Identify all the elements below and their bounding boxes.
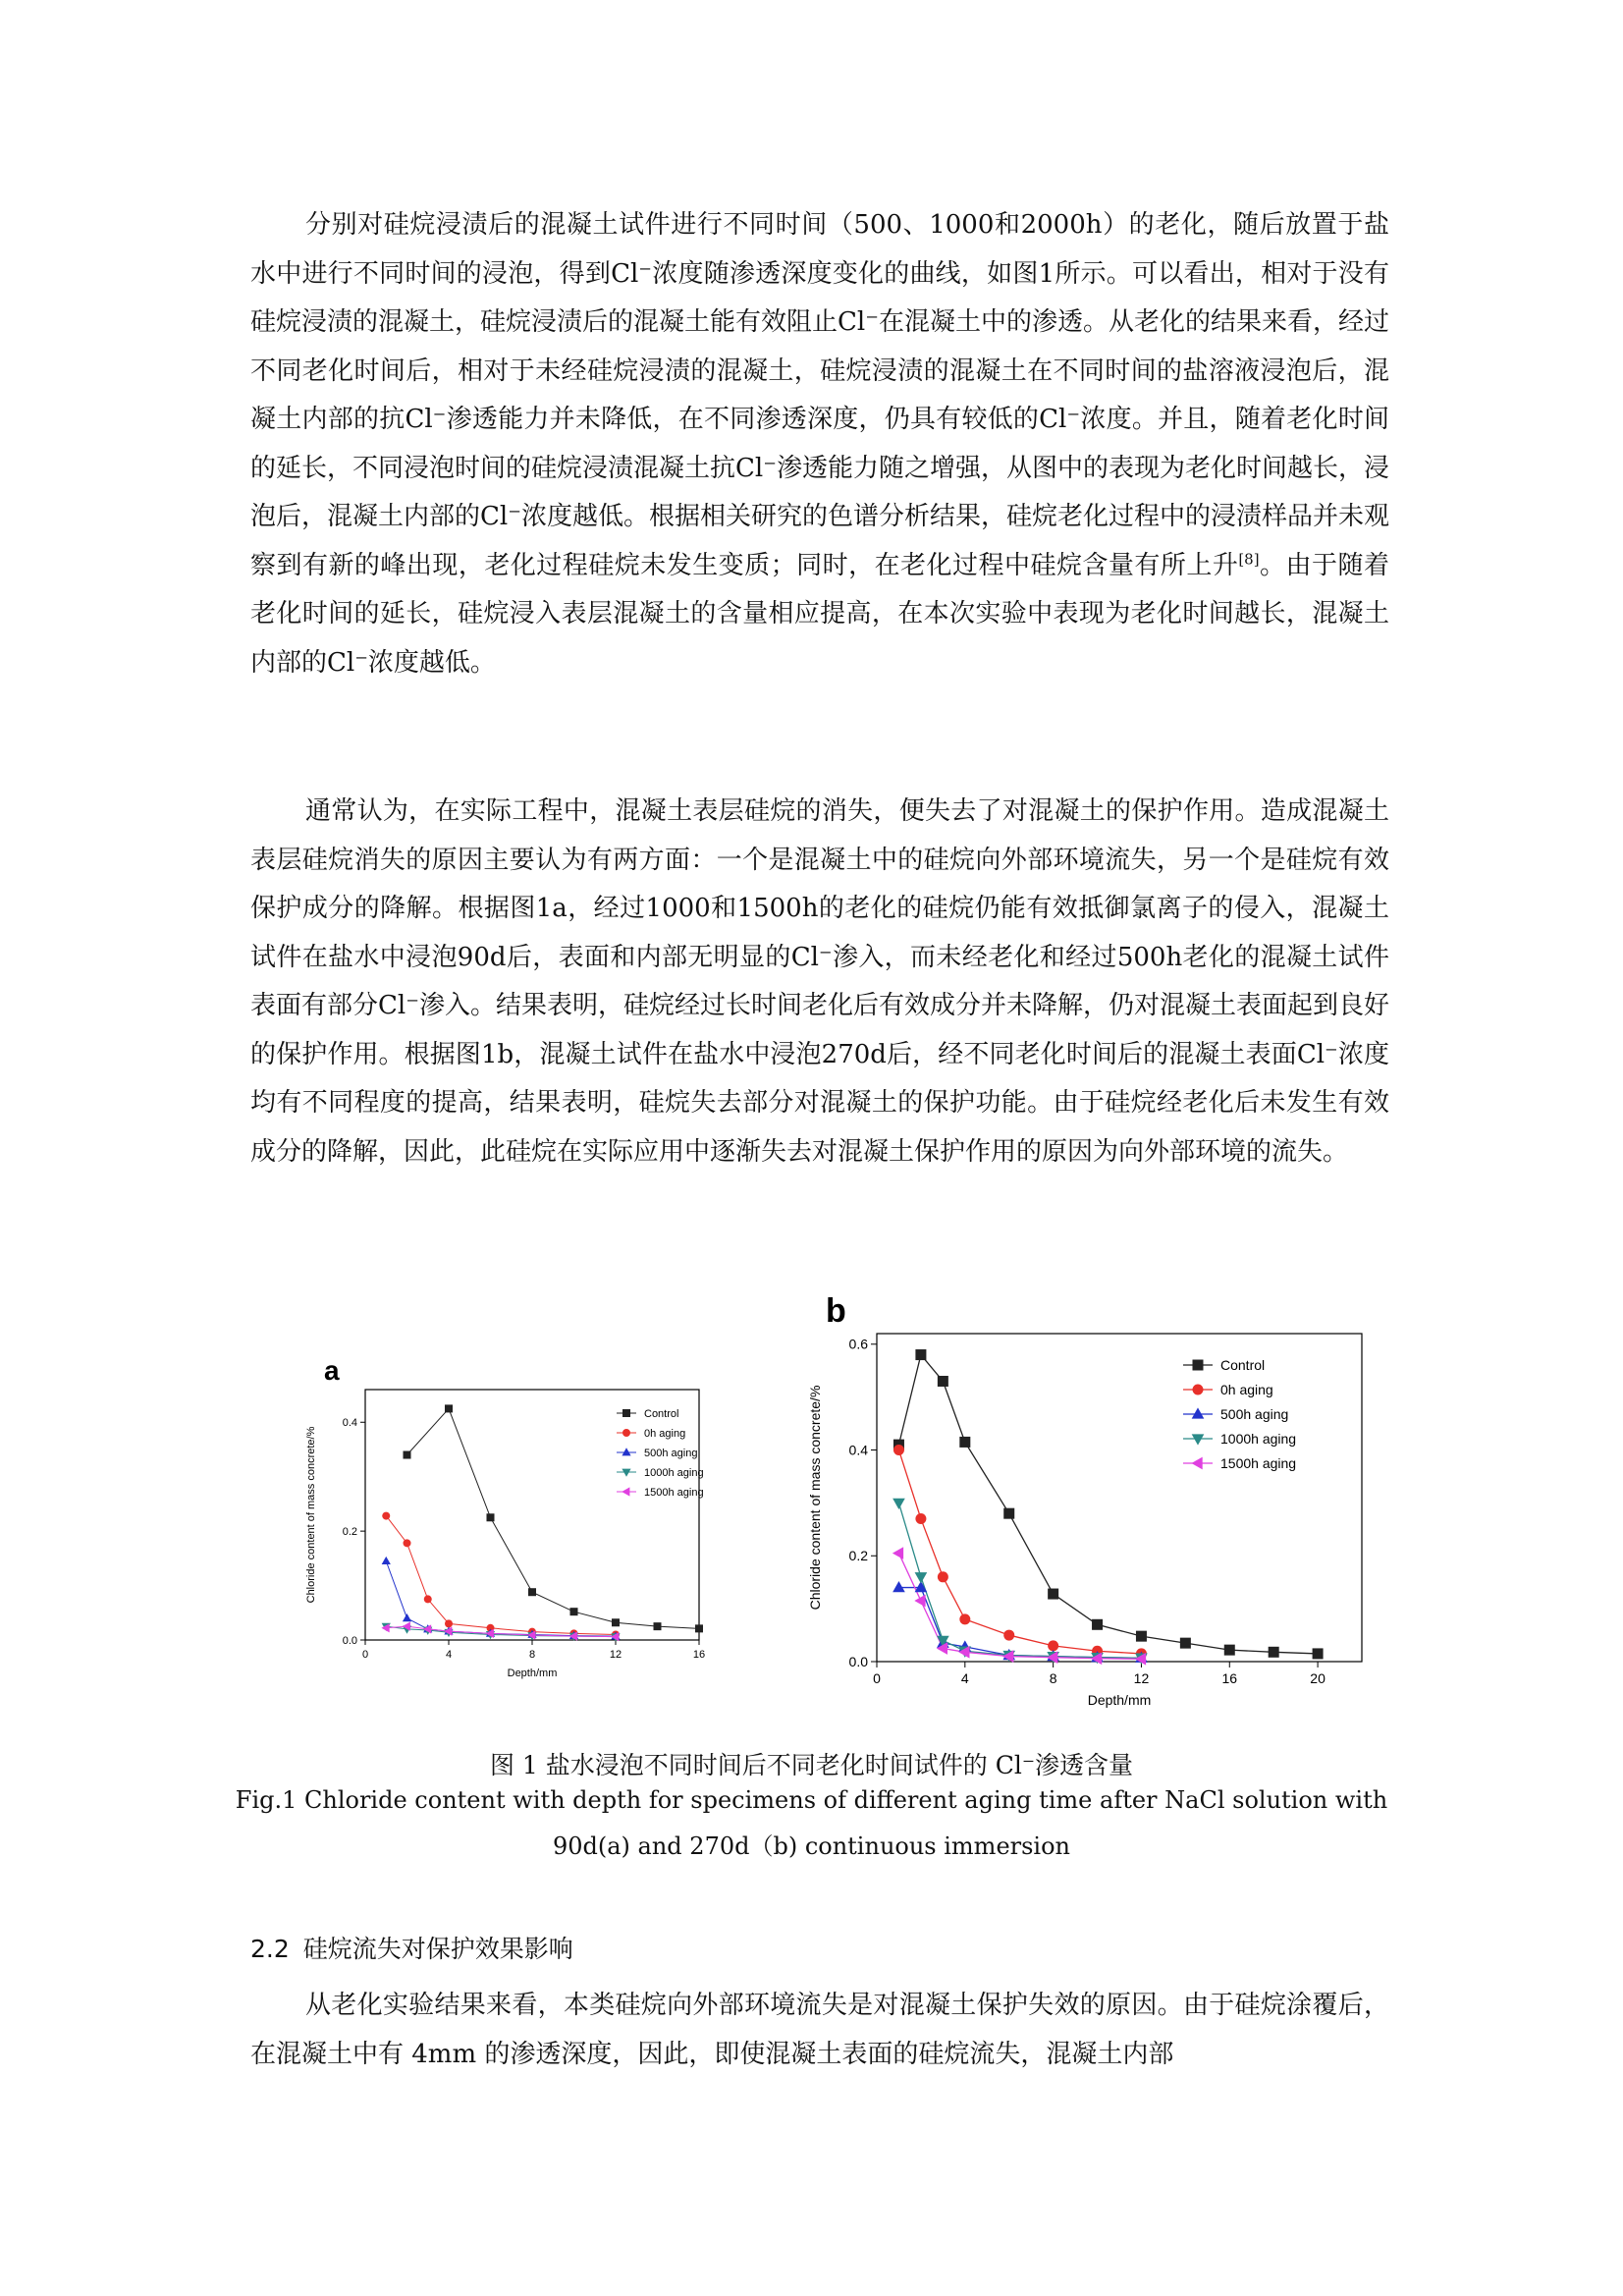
paragraph-1-tail: 。由于随着老化时间的延长，硅烷浸入表层混凝土的含量相应提高，在本次实验中表现为老化时间越长，混凝土内部的Cl⁻浓度越低。 xyxy=(250,550,1389,678)
body-paragraph-3: 从老化实验结果来看，本类硅烷向外部环境流失是对混凝土保护失效的原因。由于硅烷涂覆后，在混凝土中有 4mm 的渗透深度，因此，即使混凝土表面的硅烷流失，混凝土内部 xyxy=(250,1991,1389,2069)
data-point xyxy=(445,1404,453,1412)
data-point xyxy=(893,1445,904,1455)
data-point xyxy=(1224,1645,1235,1656)
section-number: 2.2 xyxy=(250,1935,290,1963)
data-point xyxy=(938,1571,948,1582)
section-title: 硅烷流失对保护效果影响 xyxy=(302,1935,573,1963)
data-point xyxy=(915,1349,926,1360)
data-point xyxy=(1048,1640,1058,1651)
series-line xyxy=(898,1554,1141,1660)
legend-label: Control xyxy=(644,1407,679,1420)
body-paragraph-1 xyxy=(250,201,1389,687)
data-point xyxy=(403,1613,411,1621)
figure-caption-english-line-1: Fig.1 Chloride content with depth for specimens of different aging time after NaCl solution with xyxy=(235,1786,1388,1814)
y-axis-label: Chloride content of mass concrete/% xyxy=(305,1426,317,1604)
y-axis-label: Chloride content of mass concrete/% xyxy=(807,1385,823,1611)
x-tick-label: 4 xyxy=(960,1670,969,1686)
data-point xyxy=(1092,1619,1103,1630)
data-point xyxy=(612,1618,620,1626)
data-point xyxy=(654,1622,662,1630)
chart-a-svg xyxy=(295,1350,727,1704)
series-line xyxy=(898,1503,1141,1658)
data-point xyxy=(1180,1638,1191,1649)
x-tick-label: 0 xyxy=(361,1649,369,1661)
data-point xyxy=(959,1613,970,1624)
legend-label: 0h aging xyxy=(1220,1381,1273,1397)
data-point xyxy=(1003,1630,1014,1641)
figure-caption-english-line-2: 90d(a) and 270d（b) continuous immersion xyxy=(552,1832,1071,1860)
body-paragraph-2: 通常认为，在实际工程中，混凝土表层硅烷的消失，便失去了对混凝土的保护作用。造成混凝土表层硅烷消失的原因主要认为有两方面：一个是混凝土中的硅烷向外部环境流失，另一个是硅烷有效保护成分的降解。根据图1a，经过1000和1500h的老化的硅烷仍能有效抵御氯离子的侵入，混凝土试件在盐水中浸泡90d后，表面和内部无明显的Cl⁻渗入，而未经老化和经过500h老化的混凝土试件表面有部分Cl⁻渗入。结果表明，硅烷经过长时间老化后有效成分并未降解，仍对混凝土表面起到良好的保护作用。根据图1b，混凝土试件在盐水中浸泡270d后，经不同老化时间后的混凝土表面Cl⁻浓度均有不同程度的提高，结果表明，硅烷失去部分对混凝土的保护功能。由于硅烷经老化后未发生有效成分的降解，因此，此硅烷在实际应用中逐渐失去对混凝土保护作用的原因为向外部环境的流失。 xyxy=(250,796,1389,1167)
series-line xyxy=(898,1588,1141,1659)
legend-label: 1500h aging xyxy=(644,1486,704,1499)
legend-marker xyxy=(622,1469,630,1477)
data-point xyxy=(445,1619,453,1627)
paragraph-1-text: 分别对硅烷浸渍后的混凝土试件进行不同时间（500、1000和2000h）的老化，随后放置于盐水中进行不同时间的浸泡，得到Cl⁻浓度随渗透深度变化的曲线，如图1所示。可以看出，相对于没有硅烷浸渍的混凝土，硅烷浸渍后的混凝土能有效阻止Cl⁻在混凝土中的渗透。从老化的结果来看，经过不同老化时间后，相对于未经硅烷浸渍的混凝土，硅烷浸渍的混凝土在不同时间的盐溶液浸泡后，混凝土内部的抗Cl⁻渗透能力并未降低，在不同渗透深度，仍具有较低的Cl⁻浓度。并且，随着老化时间的延长，不同浸泡时间的硅烷浸渍混凝土抗Cl⁻渗透能力随之增强，从图中的表现为老化时间越长，浸泡后，混凝土内部的Cl⁻浓度越低。根据相关研究的色谱分析结果，硅烷老化过程中的浸渍样品并未观察到有新的峰出现，老化过程硅烷未发生变质；同时，在老化过程中硅烷含量有所上升 xyxy=(250,210,1389,580)
x-axis-label: Depth/mm xyxy=(507,1667,558,1679)
x-tick-label: 12 xyxy=(609,1649,622,1661)
y-tick-label: 0.2 xyxy=(848,1548,868,1564)
data-point xyxy=(695,1624,703,1632)
data-point xyxy=(893,1581,905,1592)
series-line xyxy=(386,1516,616,1635)
x-tick-label: 16 xyxy=(1221,1670,1238,1686)
x-tick-label: 0 xyxy=(873,1670,881,1686)
legend-marker xyxy=(1191,1457,1202,1470)
chart-a xyxy=(295,1350,727,1704)
legend-label: 500h aging xyxy=(644,1447,698,1459)
legend-label: 1000h aging xyxy=(1220,1430,1297,1447)
legend-label: Control xyxy=(1220,1356,1266,1373)
data-point xyxy=(1003,1508,1014,1519)
data-point xyxy=(893,1499,905,1509)
legend-label: 0h aging xyxy=(644,1427,686,1440)
data-point xyxy=(1048,1589,1058,1600)
data-point xyxy=(404,1539,411,1547)
data-point xyxy=(487,1513,495,1521)
panel-label: a xyxy=(324,1355,340,1386)
data-point xyxy=(382,1512,390,1520)
y-tick-label: 0.0 xyxy=(848,1653,868,1669)
legend-label: 500h aging xyxy=(1220,1405,1289,1422)
plot-frame xyxy=(877,1334,1362,1662)
legend-marker xyxy=(1192,1434,1205,1445)
chart-b-svg xyxy=(800,1296,1370,1723)
legend-marker xyxy=(622,1409,630,1417)
data-point xyxy=(424,1595,432,1603)
y-tick-label: 0.0 xyxy=(342,1634,357,1647)
data-point xyxy=(893,1547,903,1559)
data-point xyxy=(382,1557,391,1564)
y-tick-label: 0.6 xyxy=(848,1336,868,1352)
data-point xyxy=(404,1451,411,1459)
panel-label: b xyxy=(826,1296,846,1330)
x-tick-label: 12 xyxy=(1133,1670,1150,1686)
legend-label: 1000h aging xyxy=(644,1466,704,1479)
x-tick-label: 8 xyxy=(528,1649,536,1661)
legend-marker xyxy=(622,1487,629,1496)
legend-marker xyxy=(1193,1385,1204,1395)
data-point xyxy=(914,1595,925,1608)
x-tick-label: 20 xyxy=(1310,1670,1325,1686)
legend-marker xyxy=(622,1429,630,1437)
chart-b xyxy=(800,1296,1370,1723)
data-point xyxy=(959,1437,970,1448)
y-tick-label: 0.2 xyxy=(342,1525,357,1538)
legend-label: 1500h aging xyxy=(1220,1454,1297,1471)
data-point xyxy=(528,1588,536,1596)
y-tick-label: 0.4 xyxy=(342,1417,357,1430)
data-point xyxy=(1313,1648,1324,1659)
data-point xyxy=(570,1608,578,1615)
x-tick-label: 4 xyxy=(445,1649,453,1661)
legend-marker xyxy=(622,1448,630,1455)
data-point xyxy=(1269,1647,1279,1658)
figure-caption-chinese: 图 1 盐水浸泡不同时间后不同老化时间试件的 Cl⁻渗透含量 xyxy=(489,1751,1134,1779)
legend-marker xyxy=(1193,1360,1204,1371)
data-point xyxy=(938,1376,948,1387)
legend-marker xyxy=(1192,1407,1205,1418)
data-point xyxy=(915,1513,926,1524)
data-point xyxy=(1136,1631,1147,1642)
citation-8[interactable]: [8] xyxy=(1238,549,1260,568)
x-tick-label: 16 xyxy=(692,1649,706,1661)
data-point xyxy=(915,1572,928,1583)
series-line xyxy=(898,1355,1318,1654)
x-tick-label: 8 xyxy=(1049,1670,1057,1686)
x-axis-label: Depth/mm xyxy=(1087,1692,1152,1708)
series-line xyxy=(407,1408,700,1628)
section-heading xyxy=(250,1930,587,1965)
y-tick-label: 0.4 xyxy=(848,1442,868,1458)
series-line xyxy=(386,1561,616,1637)
